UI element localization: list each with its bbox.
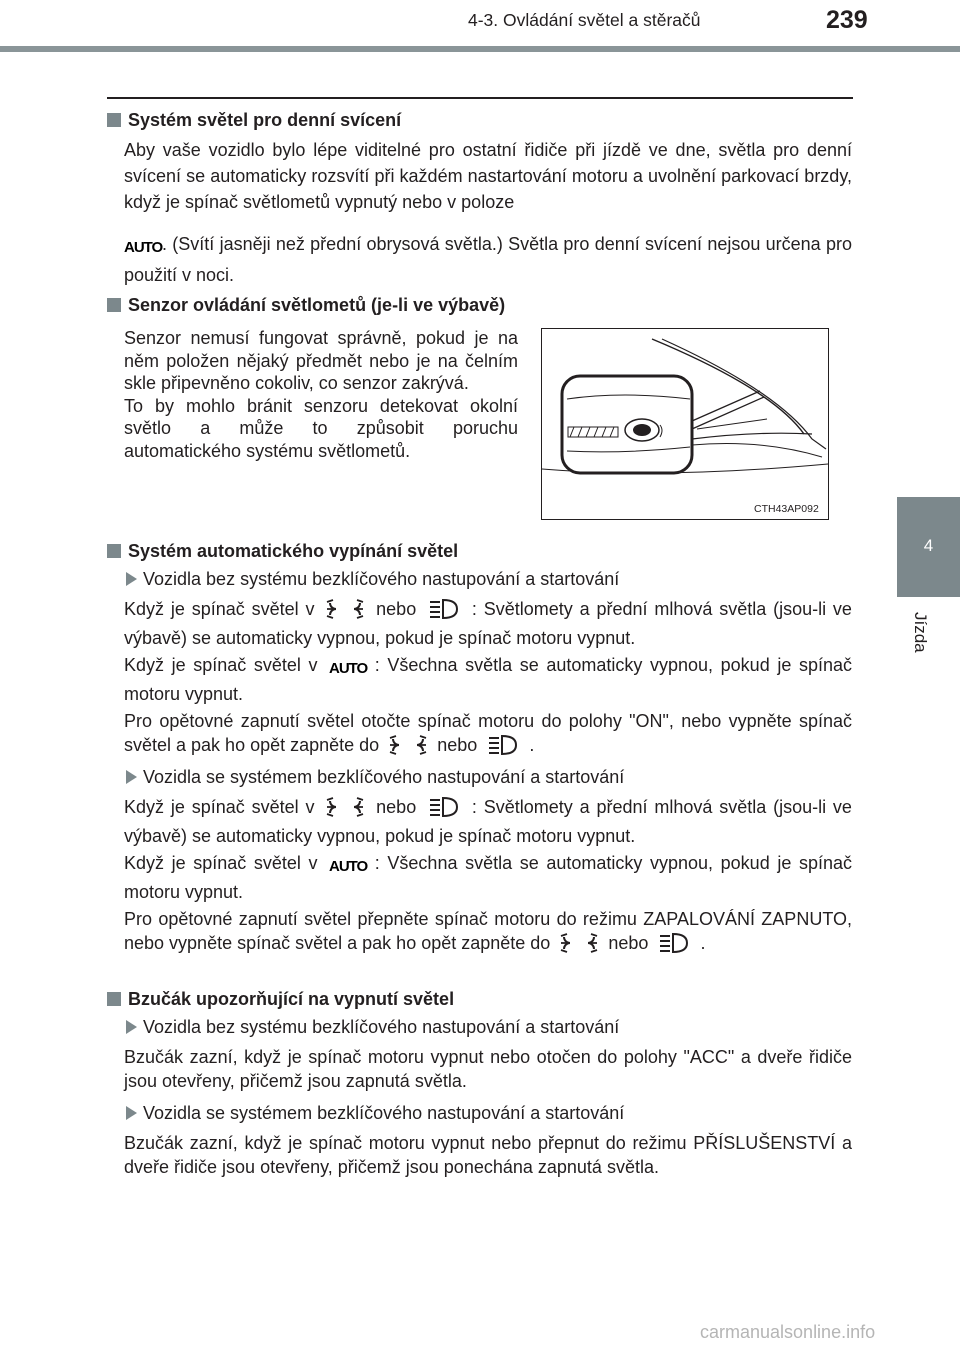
bullet-square-icon <box>107 113 121 127</box>
section-title-sensor: Senzor ovládání světlometů (je-li ve výbavě) <box>107 293 505 317</box>
headlight-icon <box>486 734 520 762</box>
auto-off-para-3: Pro opětovné zapnutí světel otočte spínač motoru do polohy "ON", nebo vypněte spínač světel a pak ho opět zapněte do nebo . <box>124 709 852 762</box>
triangle-bullet-icon <box>126 1106 137 1120</box>
headlight-icon <box>427 598 461 626</box>
headlight-icon <box>657 932 691 960</box>
auto-light-icon <box>329 658 368 682</box>
buzzer-para-2: Bzučák zazní, když je spínač motoru vypnut nebo přepnut do režimu PŘÍSLUŠENSTVÍ a dveře řidiče jsou otevřeny, přičemž jsou ponechána zapnutá světla. <box>124 1133 852 1177</box>
triangle-bullet-icon <box>126 1020 137 1034</box>
content-rule <box>107 97 853 99</box>
bullet-square-icon <box>107 544 121 558</box>
auto-off-para-5: Když je spínač světel v AUTO : Všechna světla se automaticky vypnou, pokud je spínač motoru vypnut. <box>124 853 852 902</box>
auto-light-icon <box>329 856 368 880</box>
bullet-square-icon <box>107 992 121 1006</box>
sensor-figure <box>541 328 829 520</box>
headlight-icon <box>427 796 461 824</box>
triangle-bullet-icon <box>126 572 137 586</box>
side-tab-number: 4 <box>923 536 934 555</box>
triangle-bullet-icon <box>126 770 137 784</box>
svg-text:AUTO: AUTO <box>124 239 163 256</box>
dashboard-sensor-illustration <box>542 329 828 519</box>
drl-paragraph-2: AUTO . (Svítí jasněji než přední obrysová světla.) Světla pro denní svícení nejsou určena pro použití v noci. <box>124 234 852 285</box>
svg-text:AUTO: AUTO <box>329 660 368 677</box>
page-number: 239 <box>826 6 868 34</box>
sub-heading-keyless-2: Vozidla se systémem bezklíčového nastupování a startování <box>126 1101 624 1125</box>
auto-light-icon <box>124 236 163 262</box>
position-light-icon <box>559 932 599 960</box>
auto-off-para-2: Když je spínač světel v AUTO : Všechna světla se automaticky vypnou, pokud je spínač motoru vypnut. <box>124 655 852 704</box>
sensor-paragraph: Senzor nemusí fungovat správně, pokud je na něm položen nějaký předmět nebo je na čelním skle připevněno cokoliv, co senzor zakrývá. To by mohlo bránit senzoru detekovat okolní světlo a může to způsobit poruchu automatického systému světlometů. <box>124 328 518 461</box>
sub-heading-no-keyless-1: Vozidla bez systému bezklíčového nastupování a startování <box>126 567 619 591</box>
position-light-icon <box>325 598 365 626</box>
sub-heading-keyless-1: Vozidla se systémem bezklíčového nastupování a startování <box>126 765 624 789</box>
buzzer-para-1: Bzučák zazní, když je spínač motoru vypnut nebo otočen do polohy "ACC" a dveře řidiče jsou otevřeny, přičemž jsou zapnutá světla. <box>124 1047 852 1091</box>
auto-off-para-6: Pro opětovné zapnutí světel přepněte spínač motoru do režimu ZAPALOVÁNÍ ZAPNUTO, nebo vypněte spínač světel a pak ho opět zapněte do nebo . <box>124 907 852 960</box>
section-title-buzzer: Bzučák upozorňující na vypnutí světel <box>107 987 454 1011</box>
drl-paragraph: Aby vaše vozidlo bylo lépe viditelné pro ostatní řidiče při jízdě ve dne, světla pro denní svícení se automaticky rozsvítí při každém nastartování motoru a uvolnění parkovací brzdy, když je spínač světlometů vypnutý nebo v poloze <box>124 140 852 212</box>
figure-code: CTH43AP092 <box>754 503 819 515</box>
sub-heading-no-keyless-2: Vozidla bez systému bezklíčového nastupování a startování <box>126 1015 619 1039</box>
header-chapter: 4-3. Ovládání světel a stěračů <box>468 10 701 30</box>
section-title-auto-off: Systém automatického vypínání světel <box>107 539 458 563</box>
section-title-drl: Systém světel pro denní svícení <box>107 108 401 132</box>
position-light-icon <box>325 796 365 824</box>
bullet-square-icon <box>107 298 121 312</box>
watermark: carmanualsonline.info <box>700 1322 876 1342</box>
header-rule <box>0 46 960 52</box>
auto-off-para-1: Když je spínač světel v nebo : Světlomety a přední mlhová světla (jsou-li ve výbavě) se automaticky vypnou, pokud je spínač motoru vypnut. <box>124 599 852 648</box>
svg-text:AUTO: AUTO <box>329 858 368 875</box>
auto-off-para-4: Když je spínač světel v nebo : Světlomety a přední mlhová světla (jsou-li ve výbavě) se automaticky vypnou, pokud je spínač motoru vypnut. <box>124 797 852 846</box>
position-light-icon <box>388 734 428 762</box>
side-tab-label: Jízda <box>911 612 930 653</box>
